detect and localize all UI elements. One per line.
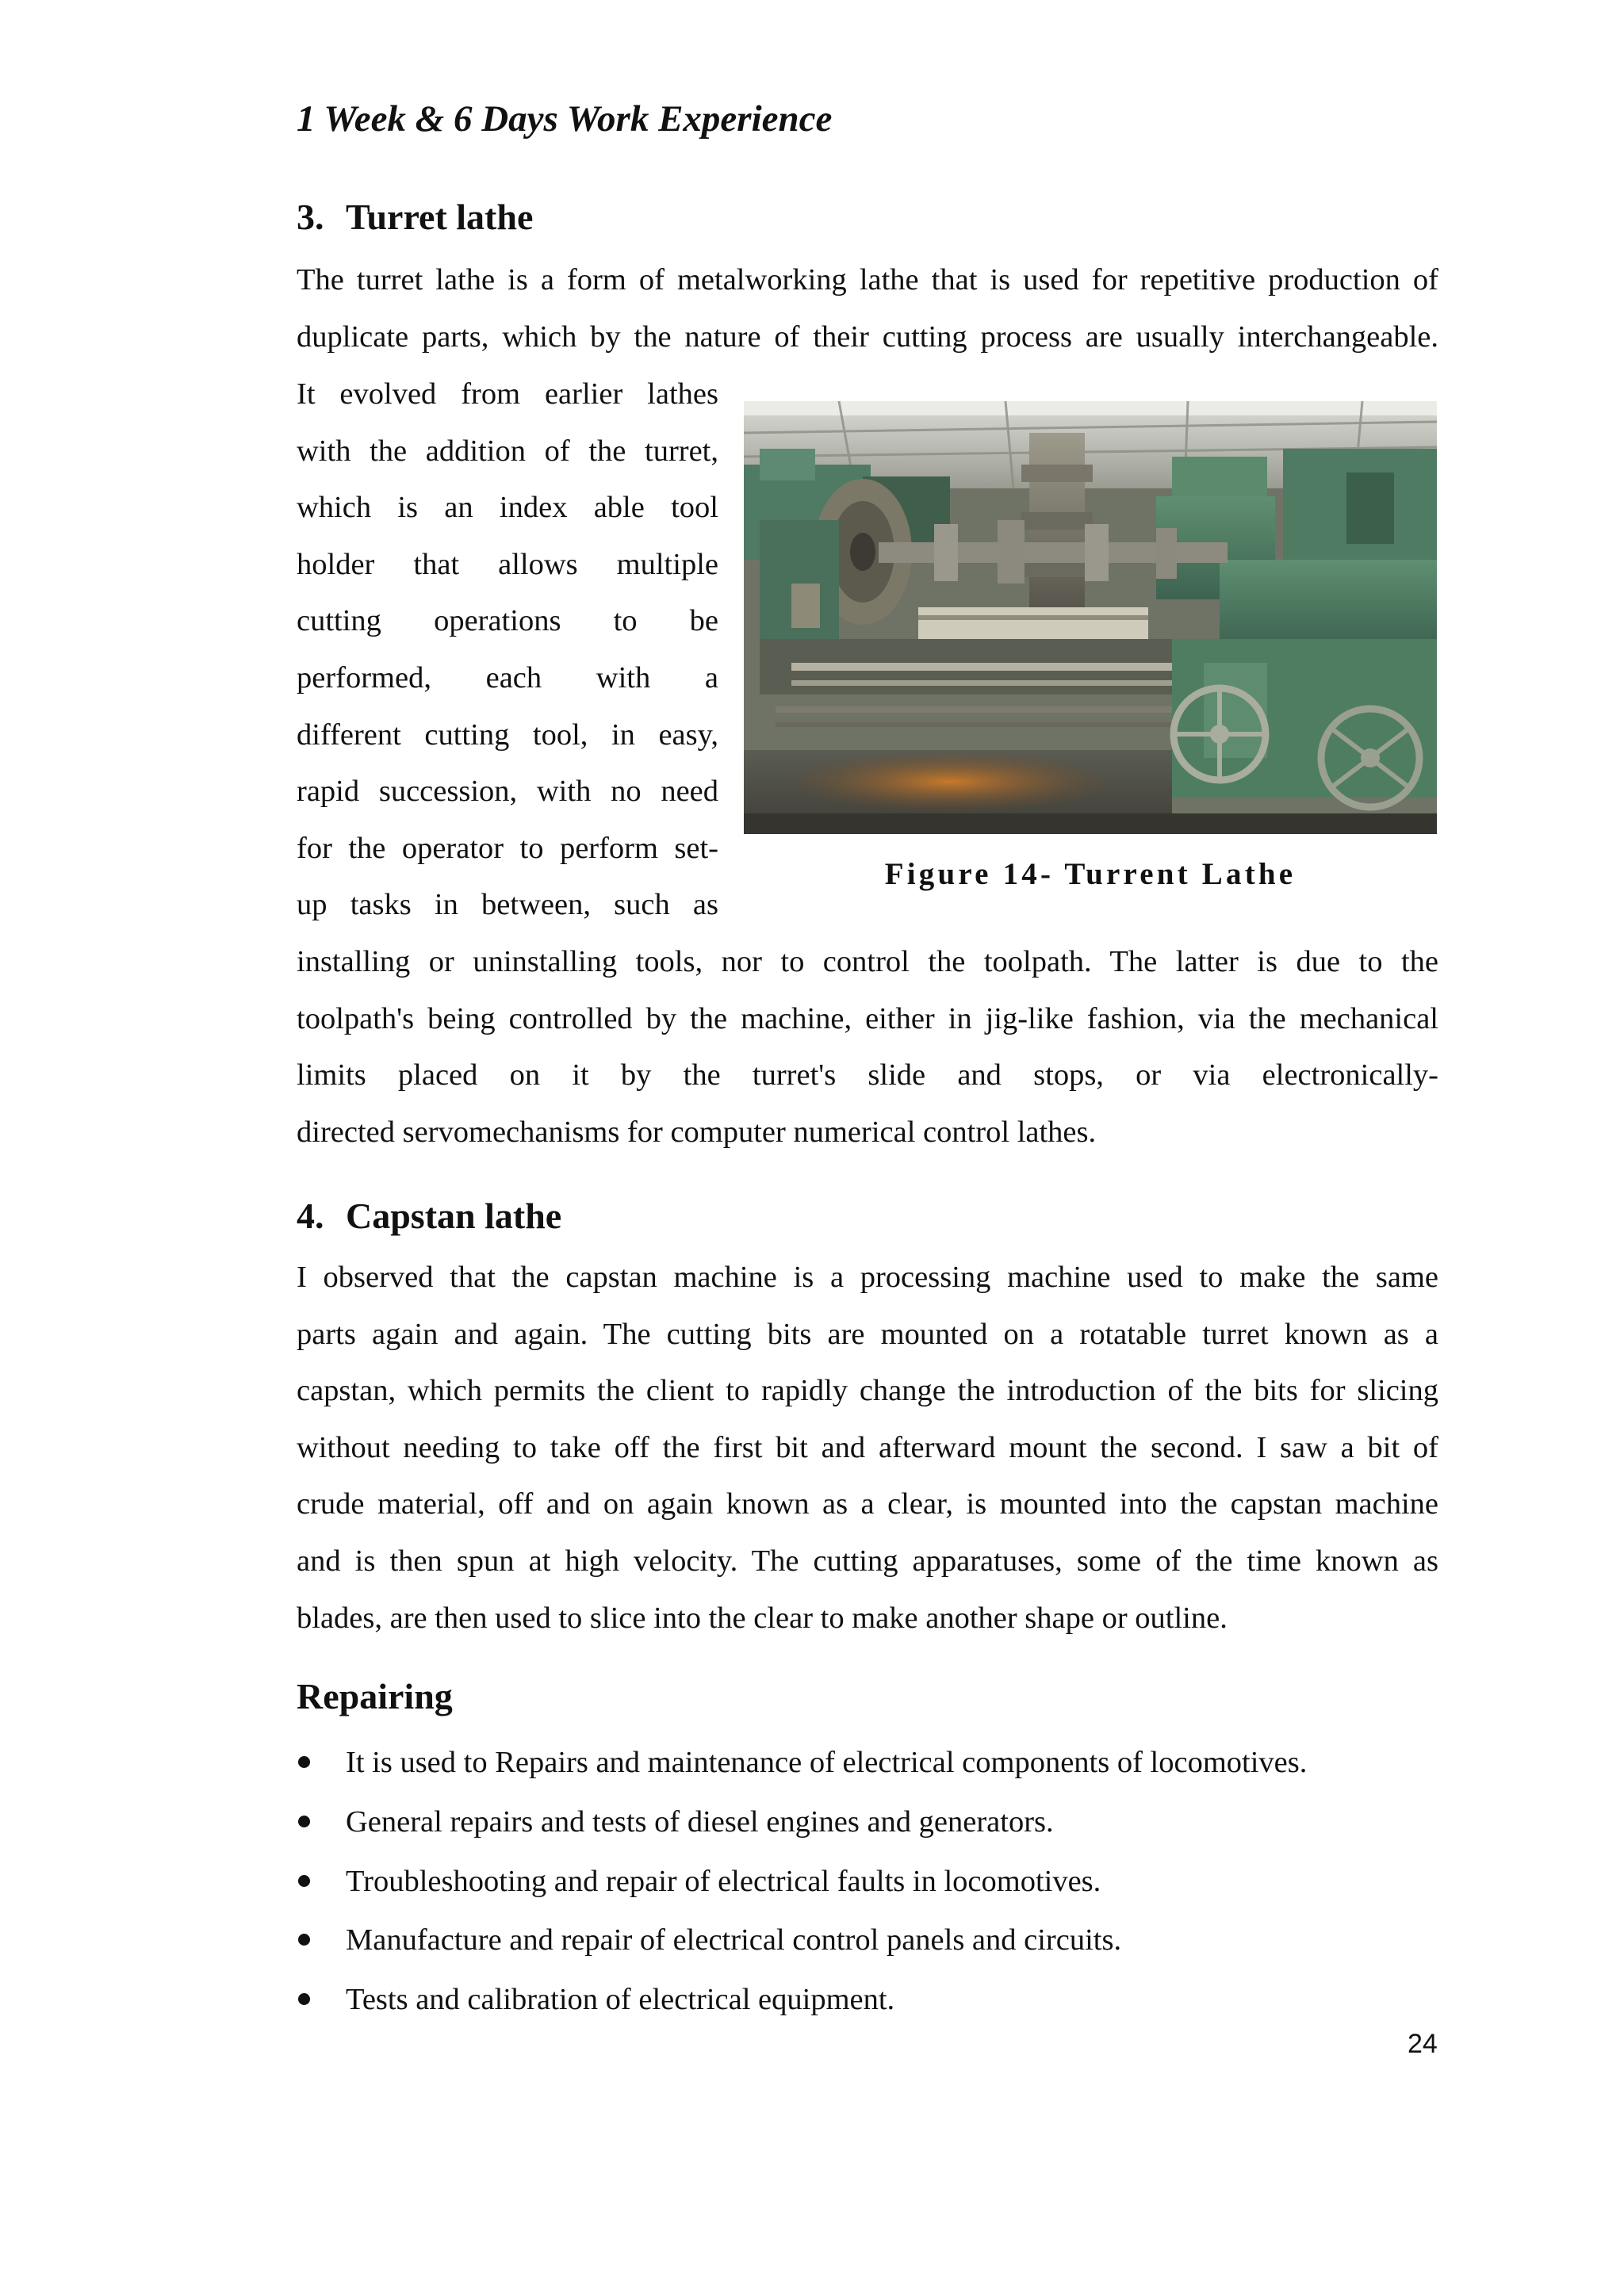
text-line: I observed that the capstan machine is a processing machine used to make the same <box>297 1261 1438 1294</box>
text-line: for the operator to perform set- <box>297 831 718 865</box>
list-item <box>297 1733 1307 1793</box>
turret-lathe-photo <box>744 401 1437 834</box>
text-line: and is then spun at high velocity. The cutting apparatuses, some of the time known as <box>297 1544 1438 1578</box>
text-line: The turret lathe is a form of metalworking lathe that is used for repetitive production of <box>297 263 1438 297</box>
bullet-icon <box>298 1756 310 1768</box>
list-item-text: Tests and calibration of electrical equipment. <box>346 1983 895 2017</box>
section-number: 4. <box>297 1196 324 1236</box>
turret-continuation-paragraph <box>297 934 1438 1161</box>
section-heading-repairing: Repairing <box>297 1676 453 1716</box>
bullet-icon <box>298 1816 310 1827</box>
running-header: 1 Week & 6 Days Work Experience <box>297 98 833 140</box>
figure-caption: Figure 14- Turrent Lathe <box>884 857 1297 891</box>
text-line: with the addition of the turret, <box>297 434 718 468</box>
section-title: Capstan lathe <box>346 1196 562 1236</box>
page-number: 24 <box>1408 2029 1438 2059</box>
bullet-icon <box>298 1934 310 1946</box>
list-item-text: Troubleshooting and repair of electrical faults in locomotives. <box>346 1864 1101 1898</box>
text-line: blades, are then used to slice into the clear to make another shape or outline. <box>297 1601 1228 1635</box>
list-item-text: Manufacture and repair of electrical control panels and circuits. <box>346 1923 1122 1957</box>
text-line: toolpath's being controlled by the machine, either in jig-like fashion, via the mechanical <box>297 1001 1438 1035</box>
section-title: Turret lathe <box>346 197 534 237</box>
text-line: which is an index able tool <box>297 491 718 525</box>
text-line: limits placed on it by the turret's slide and stops, or via electronically- <box>297 1058 1438 1093</box>
text-line: performed, each with a <box>297 660 718 695</box>
turret-intro-paragraph <box>297 252 1438 365</box>
capstan-paragraph <box>297 1249 1438 1647</box>
text-line: installing or uninstalling tools, nor to control the toolpath. The latter is due to the <box>297 945 1438 978</box>
list-item <box>297 1970 1307 2030</box>
text-line: It evolved from earlier lathes <box>297 377 718 411</box>
list-item <box>297 1911 1307 1970</box>
list-item <box>297 1793 1307 1852</box>
turret-wrapped-paragraph <box>297 366 718 934</box>
list-item-text: It is used to Repairs and maintenance of electrical components of locomotives. <box>346 1746 1308 1779</box>
section-heading-capstan-lathe <box>297 1191 561 1242</box>
text-line: different cutting tool, in easy, <box>297 718 718 752</box>
bullet-icon <box>298 1993 310 2005</box>
text-line: crude material, off and on again known as a clear, is mounted into the capstan machine <box>297 1487 1438 1521</box>
text-line: directed servomechanisms for computer numerical control lathes. <box>297 1115 1097 1149</box>
text-line: without needing to take off the first bit and afterward mount the second. I saw a bit of <box>297 1430 1438 1464</box>
list-item <box>297 1852 1307 1911</box>
text-line: rapid succession, with no need <box>297 775 718 809</box>
section-number: 3. <box>297 197 324 237</box>
repairing-list <box>297 1733 1307 2030</box>
text-line: duplicate parts, which by the nature of their cutting process are usually interchangeable. <box>297 320 1438 354</box>
text-line: capstan, which permits the client to rapidly change the introduction of the bits for slicing <box>297 1374 1438 1408</box>
text-line: cutting operations to be <box>297 604 718 638</box>
text-line: parts again and again. The cutting bits are mounted on a rotatable turret known as a <box>297 1317 1438 1351</box>
list-item-text: General repairs and tests of diesel engines and generators. <box>346 1804 1054 1839</box>
text-line: up tasks in between, such as <box>297 888 718 922</box>
bullet-icon <box>298 1875 310 1887</box>
section-heading-turret-lathe <box>297 192 533 243</box>
text-line: holder that allows multiple <box>297 547 718 581</box>
